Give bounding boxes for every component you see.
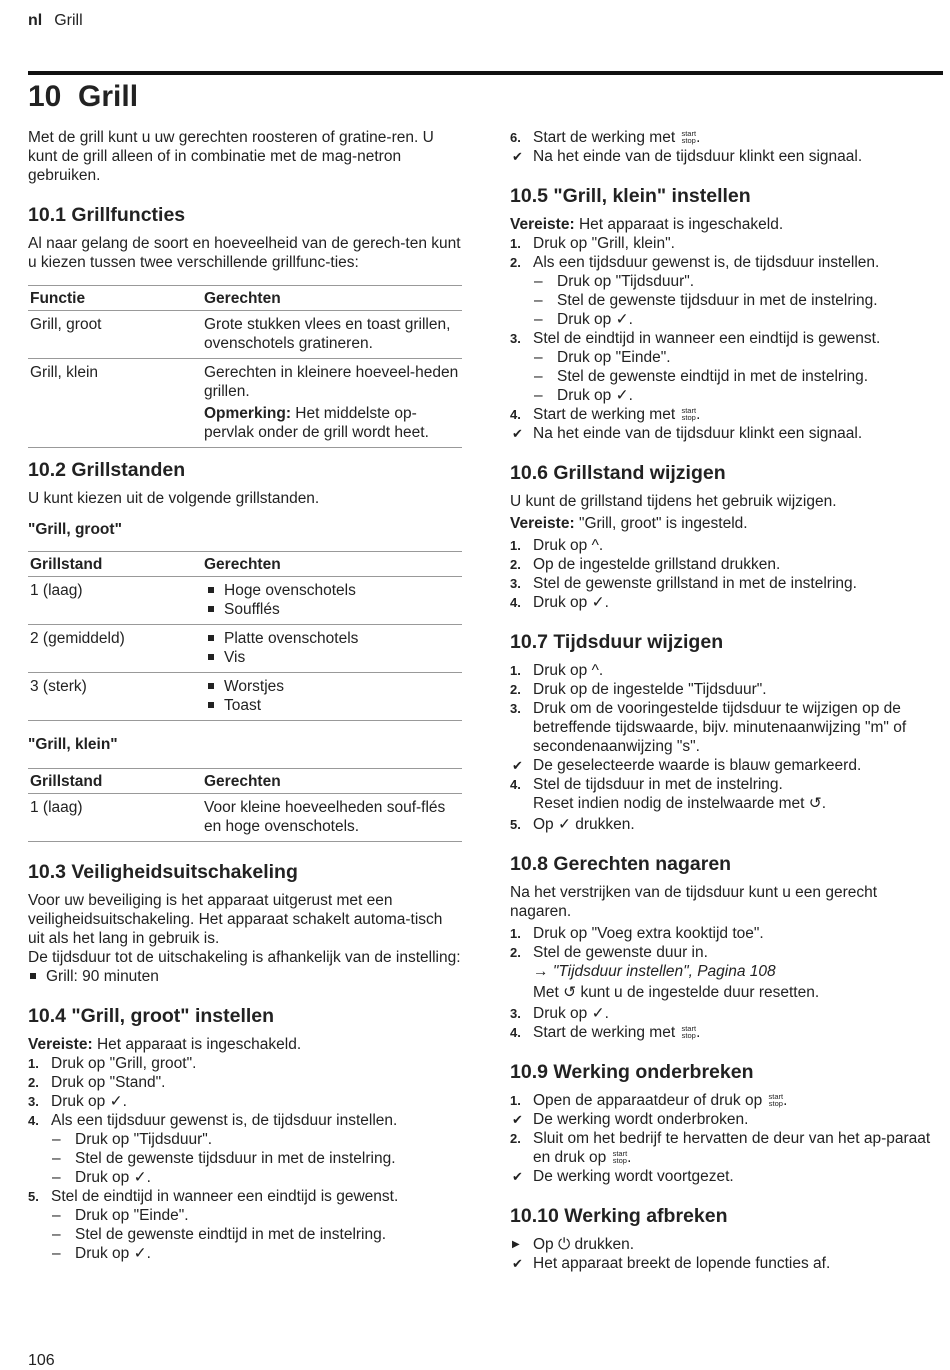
- list-item: – Stel de gewenste eindtijd in met de instelring.: [534, 368, 869, 385]
- list-item: 4. Start de werking met start stop.: [510, 1024, 701, 1041]
- steps-list: [510, 128, 938, 166]
- right-column: [510, 128, 938, 1273]
- list-item: – Stel de gewenste tijdsduur in met de instelring.: [52, 1150, 396, 1167]
- table-cell: Grote stukken vlees en toast grillen, ovenschotels gratineren.: [202, 311, 462, 359]
- section-title-grillstanden: 10.2 Grillstanden: [28, 459, 186, 481]
- check-icon: ✔: [512, 1256, 523, 1271]
- note: Opmerking: Het middelste op-pervlak onder de grill wordt heet.: [204, 405, 429, 441]
- cross-reference-link[interactable]: → "Tijdsduur instellen", Pagina 108: [533, 963, 776, 980]
- section-title-grill-groot-instellen: 10.4 "Grill, groot" instellen: [28, 1005, 275, 1027]
- list-item: 3. Druk op ✓.: [510, 1005, 609, 1022]
- check-icon: ✔: [512, 1112, 523, 1127]
- startstop-icon: start stop: [681, 129, 697, 145]
- table-row: [28, 359, 462, 448]
- startstop-icon: start stop: [681, 406, 697, 422]
- list-item: 3. Druk op ✓.: [28, 1093, 127, 1110]
- grill-groot-table: [28, 551, 462, 721]
- list-item: 2. Druk op de ingestelde "Tijdsduur".: [510, 681, 767, 698]
- list-item: 1. Druk op ^.: [510, 537, 604, 554]
- left-column: [28, 128, 462, 1263]
- section-title-grillstand-wijzigen: 10.6 Grillstand wijzigen: [510, 462, 726, 484]
- result-item: ✔ De werking wordt voortgezet.: [512, 1168, 734, 1185]
- list-item: 2. Sluit om het bedrijf te hervatten de deur van het ap-paraat en druk op start stop.: [510, 1130, 931, 1166]
- list-item: 2. Op de ingestelde grillstand drukken.: [510, 556, 781, 573]
- grill-klein-label: "Grill, klein": [28, 736, 118, 753]
- list-item: 5. Op ✓ drukken.: [510, 816, 635, 833]
- section-title-werking-onderbreken: 10.9 Werking onderbreken: [510, 1061, 754, 1083]
- list-item: – Druk op ✓.: [534, 311, 633, 328]
- table-cell: [202, 359, 462, 448]
- result-item: ✔ De geselecteerde waarde is blauw gemarkeerd.: [512, 757, 862, 774]
- check-icon: ✔: [512, 149, 523, 164]
- section-title-grill-klein-instellen: 10.5 "Grill, klein" instellen: [510, 185, 751, 207]
- list-item: 2. Als een tijdsduur gewenst is, de tijdsduur instellen.: [510, 254, 880, 271]
- table-header: Grillstand: [28, 552, 202, 577]
- table-header: Grillstand: [28, 769, 202, 794]
- list-item: 4. Start de werking met start stop.: [510, 406, 701, 423]
- list-item: 5. Stel de eindtijd in wanneer een eindtijd is gewenst.: [28, 1188, 399, 1205]
- chapter-title: 10 Grill: [28, 80, 139, 113]
- list-item: – Druk op "Einde".: [534, 349, 671, 366]
- steps-list: [28, 1054, 462, 1263]
- section-title-gerechten-nagaren: 10.8 Gerechten nagaren: [510, 853, 732, 875]
- section-title-veiligheid: 10.3 Veiligheidsuitschakeling: [28, 861, 298, 883]
- list-item: 4. Druk op ✓.: [510, 594, 609, 611]
- list-item: – Druk op ✓.: [534, 387, 633, 404]
- grill-klein-table: [28, 768, 462, 842]
- section-title-tijdsduur-wijzigen: 10.7 Tijdsduur wijzigen: [510, 631, 724, 653]
- steps-list: [510, 661, 938, 834]
- result-item: ✔ De werking wordt onderbroken.: [512, 1111, 749, 1128]
- page-header: [28, 12, 83, 30]
- list-item: 1. Druk op ^.: [510, 662, 604, 679]
- list-item: 3. Stel de gewenste grillstand in met de instelring.: [510, 575, 857, 592]
- dish-text: Gerechten in kleinere hoeveel-heden grillen.: [204, 364, 459, 400]
- grillfuncties-table: [28, 285, 462, 448]
- list-item: 6. Start de werking met start stop.: [510, 129, 701, 146]
- veiligheid-text-2: De tijdsduur tot de uitschakeling is afhankelijk van de instelling:: [28, 949, 461, 966]
- steps-list: [510, 234, 938, 443]
- list-item: 4. Stel de tijdsduur in met de instelring.: [510, 776, 783, 793]
- steps-list: [510, 536, 938, 612]
- table-row: [28, 311, 462, 359]
- triangle-right-icon: ▶: [512, 1239, 520, 1250]
- grillfuncties-text: Al naar gelang de soort en hoeveelheid van de gerech-ten kunt u kiezen tussen twee verschillende grillfunc-ties:: [28, 235, 461, 271]
- list-item: 1. Druk op "Voeg extra kooktijd toe".: [510, 925, 764, 942]
- result-item: ✔ Na het einde van de tijdsduur klinkt een signaal.: [512, 148, 863, 165]
- result-item: ✔ Na het einde van de tijdsduur klinkt een signaal.: [512, 425, 863, 442]
- grillstanden-text: U kunt kiezen uit de volgende grillstanden.: [28, 490, 320, 507]
- list-item: – Druk op ✓.: [52, 1169, 151, 1186]
- check-icon: ✔: [512, 426, 523, 441]
- result-item: ✔ Het apparaat breekt de lopende functies af.: [512, 1255, 831, 1272]
- requirement: Vereiste: "Grill, groot" is ingesteld.: [510, 515, 748, 532]
- section-title-grillfuncties: 10.1 Grillfuncties: [28, 204, 186, 226]
- table-header: Gerechten: [202, 769, 462, 794]
- list-item: 1. Druk op "Grill, groot".: [28, 1055, 197, 1072]
- list-item: 1. Druk op "Grill, klein".: [510, 235, 675, 252]
- table-header: Gerechten: [202, 552, 462, 577]
- list-item: – Druk op "Tijdsduur".: [534, 273, 695, 290]
- nagaren-text: Na het verstrijken van de tijdsduur kunt u een gerecht nagaren.: [510, 884, 878, 920]
- header-title: Grill: [54, 12, 83, 29]
- list-item: 1. Open de apparaatdeur of druk op start stop.: [510, 1092, 788, 1109]
- list-item: – Druk op ✓.: [52, 1245, 151, 1262]
- requirement: Vereiste: Het apparaat is ingeschakeld.: [28, 1036, 302, 1053]
- table-row: 1 (laag) Voor kleine hoeveelheden souf-flés en hoge ovenschotels.: [28, 794, 462, 842]
- list-item: 3. Stel de eindtijd in wanneer een eindtijd is gewenst.: [510, 330, 881, 347]
- list-item: – Stel de gewenste eindtijd in met de instelring.: [52, 1226, 387, 1243]
- section-title-werking-afbreken: 10.10 Werking afbreken: [510, 1205, 728, 1227]
- table-row: 2 (gemiddeld) Platte ovenschotels Vis: [28, 625, 462, 673]
- startstop-icon: start stop: [681, 1024, 697, 1040]
- list-item: – Druk op "Einde".: [52, 1207, 189, 1224]
- table-cell: Grill, groot: [28, 311, 202, 359]
- list-item: 4. Als een tijdsduur gewenst is, de tijdsduur instellen.: [28, 1112, 398, 1129]
- requirement: Vereiste: Het apparaat is ingeschakeld.: [510, 216, 784, 233]
- table-header: Functie: [28, 286, 202, 311]
- list-item: – Stel de gewenste tijdsduur in met de instelring.: [534, 292, 878, 309]
- steps-list: [510, 924, 938, 1042]
- list-item: 2. Druk op "Stand".: [28, 1074, 166, 1091]
- table-row: 3 (sterk) Worstjes Toast: [28, 673, 462, 721]
- arrow-right-icon: →: [533, 963, 553, 980]
- list-item: Grill: 90 minuten: [28, 967, 462, 986]
- startstop-icon: start stop: [612, 1149, 628, 1165]
- startstop-icon: start stop: [768, 1092, 784, 1108]
- page-number: 106: [28, 1352, 55, 1369]
- language-code: nl: [28, 12, 43, 29]
- table-cell: Grill, klein: [28, 359, 202, 448]
- veiligheid-text: Voor uw beveiliging is het apparaat uitgerust met een veiligheidsuitschakeling. Het apparaat schakelt automa-tisch uit als het lang in gebruik is.: [28, 892, 443, 947]
- list-item: 2. Stel de gewenste duur in.: [510, 944, 708, 961]
- table-row: 1 (laag) Hoge ovenschotels Soufflés: [28, 577, 462, 625]
- grillstand-wijzigen-text: U kunt de grillstand tijdens het gebruik wijzigen.: [510, 493, 837, 510]
- check-icon: ✔: [512, 1169, 523, 1184]
- list-item: – Druk op "Tijdsduur".: [52, 1131, 213, 1148]
- grill-groot-label: "Grill, groot": [28, 521, 122, 538]
- list-item-detail: Reset indien nodig de instelwaarde met ↺.: [533, 795, 827, 812]
- steps-list: [510, 1091, 938, 1186]
- header-rule: [28, 71, 943, 75]
- table-header: Gerechten: [202, 286, 462, 311]
- list-item: 3. Druk om de vooringestelde tijdsduur te wijzigen op de betreffende tijdswaarde, bijv. minutenaanwijzing "m" of secondenaanwijzing "s".: [510, 700, 907, 755]
- check-icon: ✔: [512, 758, 523, 773]
- list-item: ▶ Op ⏻ drukken.: [512, 1236, 634, 1253]
- steps-list: [510, 1235, 938, 1273]
- intro-text: Met de grill kunt u uw gerechten roosteren of gratine-ren. U kunt de grill alleen of in combinatie met de mag-netron gebruiken.: [28, 129, 434, 184]
- list-item-detail: Met ↺ kunt u de ingestelde duur resetten.: [533, 984, 820, 1001]
